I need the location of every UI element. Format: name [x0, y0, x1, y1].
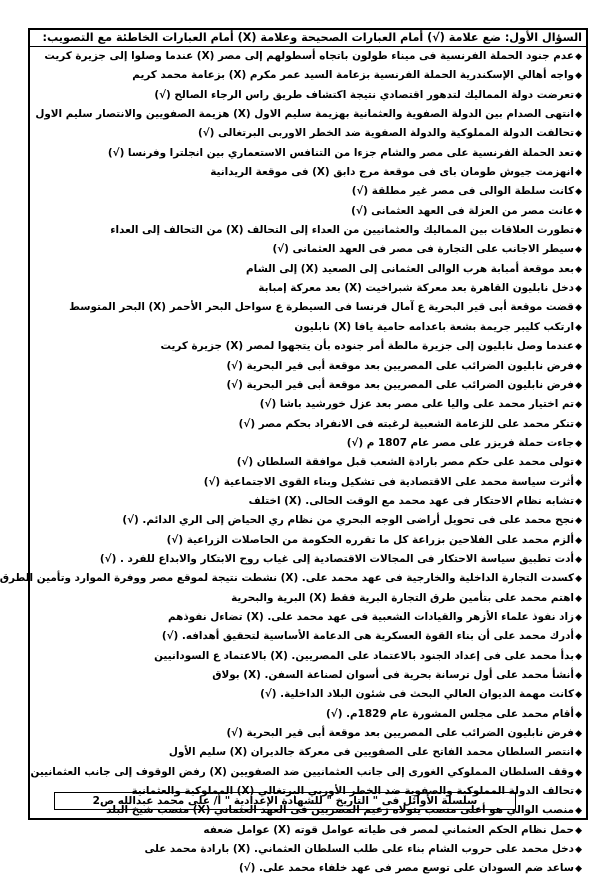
bullet-icon: ◆ [575, 535, 582, 546]
bullet-icon: ◆ [575, 671, 582, 681]
bullet-icon: ◆ [575, 110, 582, 121]
statement-text: دخل محمد على حروب الشام بناء على طلب السلطان العثماني. (X) بارادة محمد على [144, 843, 574, 856]
statement-text: انتصر السلطان محمد الفاتح على الصفويين فى معركة جالديران (X) سليم الأول [168, 746, 574, 759]
bullet-icon: ◆ [575, 400, 582, 411]
statement-item [30, 763, 582, 782]
statement-text: عانت مصر من العزلة فى العهد العثمانى (√) [351, 204, 574, 217]
bullet-icon: ◆ [575, 593, 582, 604]
bullet-icon: ◆ [575, 806, 582, 817]
bullet-icon: ◆ [575, 419, 582, 430]
statement-text: اهتم محمد على بتأمين طرق التجارة البرية فقط (X) البرية والبحرية [231, 591, 574, 604]
statement-item [30, 550, 582, 569]
statement-text: قضت موقعة أبى قير البحرية ع آمال فرنسا فى السيطرة ع سواحل البحر الأحمر (X) البحر المتوسط [69, 301, 574, 314]
statement-item [30, 647, 582, 666]
bullet-icon: ◆ [575, 380, 582, 391]
statement-item [30, 337, 582, 356]
bullet-icon: ◆ [575, 322, 582, 333]
bullet-icon: ◆ [575, 574, 582, 585]
bullet-icon: ◆ [575, 148, 582, 159]
bullet-icon: ◆ [575, 168, 582, 179]
statement-item [30, 86, 582, 105]
bullet-icon: ◆ [575, 303, 582, 314]
bullet-icon: ◆ [575, 71, 582, 82]
bullet-icon: ◆ [575, 226, 582, 237]
statement-text: أدرك محمد على أن بناء القوة العسكرية هى الدعامة الأساسية لتحقيق أهدافه. (√) [161, 630, 574, 643]
statement-text: زاد نفوذ علماء الأزهر والقيادات الشعبية فى عهد محمد على. (X) تضاءل نفوذهم [168, 610, 574, 623]
statement-item [30, 666, 582, 685]
statement-text: تشابه نظام الاحتكار فى عهد محمد مع الوقت الحالى. (X) اختلف [248, 494, 574, 507]
question-title: السؤال الأول: ضع علامة (√) أمام العبارات الصحيحة وعلامة (X) أمام العبارات الخاطئة مع التصويب: [30, 30, 586, 47]
bullet-icon: ◆ [575, 361, 582, 372]
bullet-icon: ◆ [575, 206, 582, 217]
statement-text: انهزمت جيوش طومان باى فى موقعة مرج دابق (X) فى موقعة الريدانية [210, 166, 574, 179]
statement-item [30, 434, 582, 453]
bullet-icon: ◆ [575, 709, 582, 720]
bullet-icon: ◆ [575, 845, 582, 856]
bullet-icon: ◆ [575, 245, 582, 256]
statement-item [30, 511, 582, 530]
statement-item [30, 260, 582, 279]
bullet-icon: ◆ [575, 342, 582, 353]
bullet-icon: ◆ [575, 864, 582, 875]
bullet-icon: ◆ [575, 284, 582, 295]
bullet-icon: ◆ [575, 496, 582, 507]
statement-item [30, 415, 582, 434]
statement-text: عندما وصل نابليون إلى جزيرة مالطة أمر جنوده بأن يتجهوا لمصر (X) جزيرة كريت [160, 340, 574, 353]
statement-item [30, 743, 582, 762]
statement-item [30, 840, 582, 859]
statement-item [30, 859, 582, 878]
bullet-icon: ◆ [575, 729, 582, 740]
bullet-icon: ◆ [575, 52, 582, 62]
statement-item [30, 821, 582, 840]
statement-text: ساعد ضم السودان على توسع مصر فى عهد خلفاء محمد على. (√) [238, 862, 574, 875]
bullet-icon: ◆ [575, 477, 582, 488]
statement-text: منصب الوالي هو أعلى منصب يتولاه زعيم المصريين فى العهد العثماني (X) منصب شيخ البلد [106, 804, 574, 817]
statement-text: بعد موقعة أمبابة هرب الوالى العثمانى إلى الصعيد (X) إلى الشام [246, 262, 574, 275]
statement-text: تنكر محمد على للزعامة الشعبية لرغبته فى الانفراد بحكم مصر (√) [238, 417, 574, 430]
statement-item [0, 569, 582, 588]
statement-item [30, 66, 582, 85]
statement-text: دخل نابليون القاهرة بعد معركة شبراخيت (X) بعد معركة إمبابة [258, 282, 574, 295]
statement-item [30, 395, 582, 414]
statement-text: تعد الحملة الفرنسية على مصر والشام جزءا من التنافس الاستعماري بين انجلترا وفرنسا (√) [107, 146, 574, 159]
statement-text: تحالفت الدولة المملوكية والدولة الصفوية ضد الخطر الاوربى البرتغالى (√) [198, 127, 574, 140]
statement-text: عدم جنود الحملة الفرنسية فى ميناء طولون باتجاه أسطولهم إلى مصر (X) عندما وصلوا إلى جزيرة كريت [44, 50, 574, 62]
bullet-icon: ◆ [575, 90, 582, 101]
bullet-icon: ◆ [575, 767, 582, 778]
statement-text: كانت سلطة الوالى فى مصر غير مطلقة (√) [351, 185, 574, 198]
statement-item [30, 240, 582, 259]
statement-item [30, 318, 582, 337]
statement-text: بدأ محمد على فى إعداد الجنود بالاعتماد على المصريين. (X) بالاعتماد ع السودانيين [154, 649, 574, 662]
page-footer: سلسلة الأوائل فى " التاريخ " للشهادة الإعدادية " أ/ على محمد عبدالله ص2 [54, 792, 516, 810]
statement-text: أقام محمد على مجلس المشورة عام 1829م. (√) [326, 707, 574, 720]
statement-item [30, 376, 582, 395]
statement-text: أنشأ محمد على أول ترسانة بحرية فى أسوان لصناعة السفن. (X) بولاق [212, 669, 574, 681]
statement-text: أدت تطبيق سياسة الاحتكار فى المجالات الاقتصادية إلى غياب روح الابتكار والابداع للفرد . (√) [99, 552, 574, 565]
statements-list [0, 47, 586, 879]
statement-text: تحالف الدولة المملوكية والصفوية ضد الخطر الأوربي البرتغالي (X) المملوكية والعثمانية [131, 785, 574, 798]
statement-text: تم اختيار محمد على واليا على مصر بعد عزل خورشيد باشا (√) [259, 398, 574, 411]
statement-item [30, 202, 582, 221]
statement-text: فرض نابليون الضرائب على المصريين بعد موقعة أبى قير البحرية (√) [226, 359, 574, 372]
bullet-icon: ◆ [575, 632, 582, 643]
statement-item [30, 182, 582, 201]
statement-text: كانت مهمة الديوان العالي البحث فى شئون البلاد الداخلية. (√) [260, 688, 574, 701]
bullet-icon: ◆ [575, 516, 582, 527]
statement-item [30, 298, 582, 317]
statement-item [30, 221, 582, 240]
statement-item [30, 124, 582, 143]
statement-text: فرض نابليون الضرائب على المصريين بعد موقعة أبى قير البحرية (√) [226, 378, 574, 391]
statement-item [30, 105, 582, 124]
bullet-icon: ◆ [575, 129, 582, 140]
bullet-icon: ◆ [575, 651, 582, 662]
exam-frame [0, 28, 588, 875]
statement-text: حمل نظام الحكم العثماني لمصر فى طياته عوامل قوته (X) عوامل ضعفه [203, 823, 574, 836]
statement-text: كسدت التجارة الداخلية والخارجية فى عهد محمد على. (X) نشطت نتيجة لموقع مصر ووفرة الموارد وتأمين الطرق [0, 572, 574, 585]
bullet-icon: ◆ [575, 787, 582, 798]
bullet-icon: ◆ [575, 264, 582, 275]
statement-text: تعرضت دولة المماليك لتدهور اقتصادي نتيجة اكتشاف طريق راس الرجاء الصالح (√) [154, 88, 574, 101]
statement-item [30, 685, 582, 704]
statement-item [30, 47, 582, 66]
statement-text: انتهى الصدام بين الدولة الصفوية والعثمانية بهزيمة سليم الاول (X) هزيمة الصفويين والانتصار سليم الاول [35, 108, 574, 121]
statement-item [30, 589, 582, 608]
bullet-icon: ◆ [575, 612, 582, 623]
statement-item [30, 144, 582, 163]
statement-item [30, 357, 582, 376]
statement-text: تطورت العلاقات بين المماليك والعثمانيين من العداء إلى التحالف (X) من التحالف إلى العداء [110, 224, 574, 237]
statement-item [30, 705, 582, 724]
statement-text: سيطر الاجانب على التجارة فى مصر فى العهد العثمانى (√) [272, 243, 574, 256]
statement-text: ارتكب كليبر جريمة بشعة باعدامه حامية يافا (X) نابليون [294, 320, 574, 333]
bullet-icon: ◆ [575, 748, 582, 759]
statement-item [30, 492, 582, 511]
statement-item [30, 473, 582, 492]
statement-item [30, 531, 582, 550]
bullet-icon: ◆ [575, 458, 582, 469]
statement-text: وقف السلطان المملوكي الغورى إلى جانب العثمانيين ضد الصفويين (X) رفض الوقوف إلى جانب العثمانيين [30, 765, 574, 778]
statement-item [30, 608, 582, 627]
statement-item [30, 724, 582, 743]
bullet-icon: ◆ [575, 825, 582, 836]
statement-text: واجه أهالي الإسكندرية الحملة الفرنسية بزعامة السيد عمر مكرم (X) بزعامة محمد كريم [132, 69, 574, 82]
bullet-icon: ◆ [575, 187, 582, 198]
statement-item [30, 627, 582, 646]
statement-text: تولى محمد على حكم مصر بارادة الشعب قبل موافقة السلطان (√) [236, 456, 574, 469]
statement-item [30, 453, 582, 472]
statement-text: فرض نابليون الضرائب على المصريين بعد موقعة أبى قير البحرية (√) [226, 727, 574, 740]
bullet-icon: ◆ [575, 690, 582, 701]
bullet-icon: ◆ [575, 438, 582, 449]
statement-item [30, 163, 582, 182]
bullet-icon: ◆ [575, 554, 582, 565]
statement-text: أثرت سياسة محمد على الاقتصادية فى تشكيل وبناء القوى الاجتماعية (√) [203, 475, 574, 488]
statement-text: نجح محمد على فى تحويل أراضى الوجه البحري من نظام ري الحياض إلى الري الدائم. (√) [122, 514, 574, 527]
statement-text: جاءت حملة فريزر على مصر عام 1807 م (√) [346, 436, 574, 449]
statement-text: ألزم محمد على الفلاحين بزراعة كل ما تقرره الحكومة من الحاصلات الزراعية (√) [166, 533, 574, 546]
statement-item [30, 279, 582, 298]
